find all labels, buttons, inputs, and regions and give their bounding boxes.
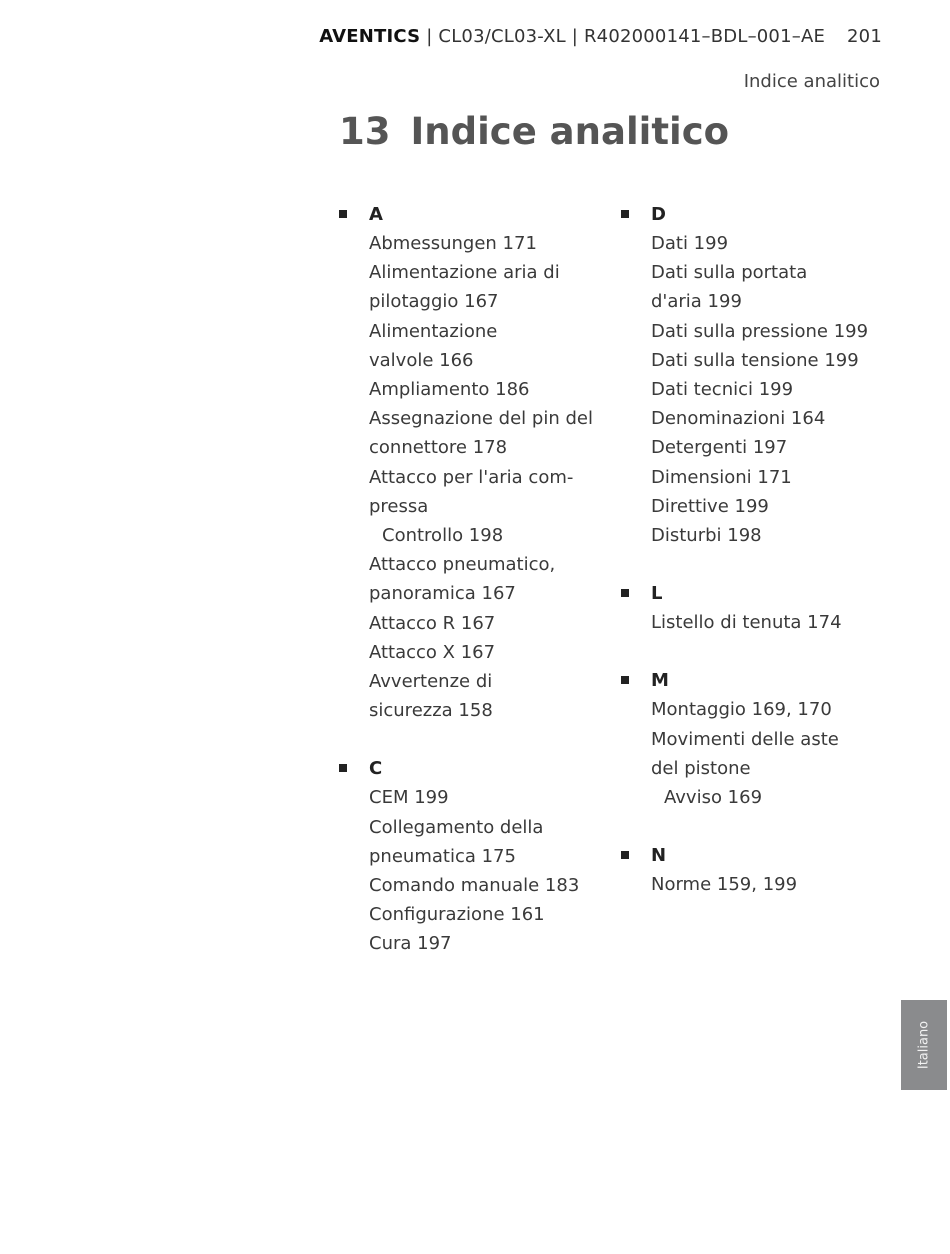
language-tab-label: Italiano [916, 1020, 932, 1070]
square-bullet-icon [339, 210, 347, 218]
brand-name: AVENTICS [319, 26, 421, 47]
section-label: Indice analitico [743, 71, 880, 92]
index-entry: Attacco R 167 [369, 612, 496, 634]
page-title [339, 110, 729, 153]
square-bullet-icon [621, 210, 629, 218]
index-entry: Dati sulla pressione 199 [651, 320, 869, 342]
index-entry: Alimentazione aria di pilotaggio 167 [369, 262, 560, 313]
section-heading: N [621, 841, 891, 870]
index-entry: Movimenti delle aste del pistone [651, 728, 839, 779]
index-entry: Dati sulla tensione 199 [651, 349, 859, 371]
page-number: 201 [847, 26, 882, 47]
index-entry: Dati tecnici 199 [651, 379, 794, 401]
index-subentry: Controllo 198 [382, 525, 504, 547]
section-heading: M [621, 666, 891, 695]
index-section-n [621, 841, 891, 899]
index-entry: Collegamento della pneumatica 175 [369, 816, 544, 867]
index-entry: Avvertenze di sicurezza 158 [369, 671, 493, 722]
index-entry: Dati sulla portata d'aria 199 [651, 262, 808, 313]
index-entry: Attacco per l'aria com- pressa [369, 466, 574, 517]
chapter-title: Indice analitico [410, 110, 730, 153]
running-header [319, 26, 882, 47]
index-section-m [621, 666, 891, 812]
index-entry: Dati 199 [651, 233, 729, 254]
square-bullet-icon [339, 764, 347, 772]
index-section-d [621, 200, 891, 550]
index-entry: Direttive 199 [651, 495, 769, 517]
index-entry: CEM 199 [369, 787, 449, 809]
index-subentry: Avviso 169 [664, 787, 763, 809]
section-heading: D [621, 200, 891, 229]
index-entry: Denominazioni 164 [651, 408, 826, 430]
header-separator: | [420, 26, 439, 47]
section-heading: C [339, 754, 609, 783]
index-entry: Cura 197 [369, 933, 452, 955]
index-section-l [621, 579, 891, 637]
index-column-right [621, 200, 891, 928]
index-entry: Attacco X 167 [369, 641, 496, 663]
product-name: CL03/CL03-XL [438, 26, 566, 47]
index-entry: Ampliamento 186 [369, 379, 530, 401]
document-number: R402000141–BDL–001–AE [583, 26, 826, 47]
index-entry: Detergenti 197 [651, 437, 788, 459]
index-entry: Comando manuale 183 [369, 875, 580, 897]
section-heading: A [339, 200, 609, 229]
index-entry: Assegnazione del pin del connettore 178 [369, 408, 593, 459]
square-bullet-icon [621, 851, 629, 859]
index-entry: Configurazione 161 [369, 904, 545, 926]
section-heading: L [621, 579, 891, 608]
index-entry: Listello di tenuta 174 [651, 612, 842, 634]
index-section-c [339, 754, 609, 958]
square-bullet-icon [621, 676, 629, 684]
index-entry: Abmessungen 171 [369, 233, 537, 254]
index-entry: Norme 159, 199 [651, 874, 798, 896]
index-column-left [339, 200, 609, 988]
chapter-number: 13 [339, 110, 391, 153]
index-section-a [339, 200, 609, 725]
header-separator: | [565, 26, 584, 47]
index-entry: Attacco pneumatico, panoramica 167 [369, 554, 556, 605]
index-entry: Montaggio 169, 170 [651, 699, 832, 721]
index-entry: Disturbi 198 [651, 525, 762, 547]
index-entry: Alimentazione valvole 166 [369, 320, 498, 371]
language-tab [901, 1000, 947, 1090]
index-entry: Dimensioni 171 [651, 466, 792, 488]
square-bullet-icon [621, 589, 629, 597]
